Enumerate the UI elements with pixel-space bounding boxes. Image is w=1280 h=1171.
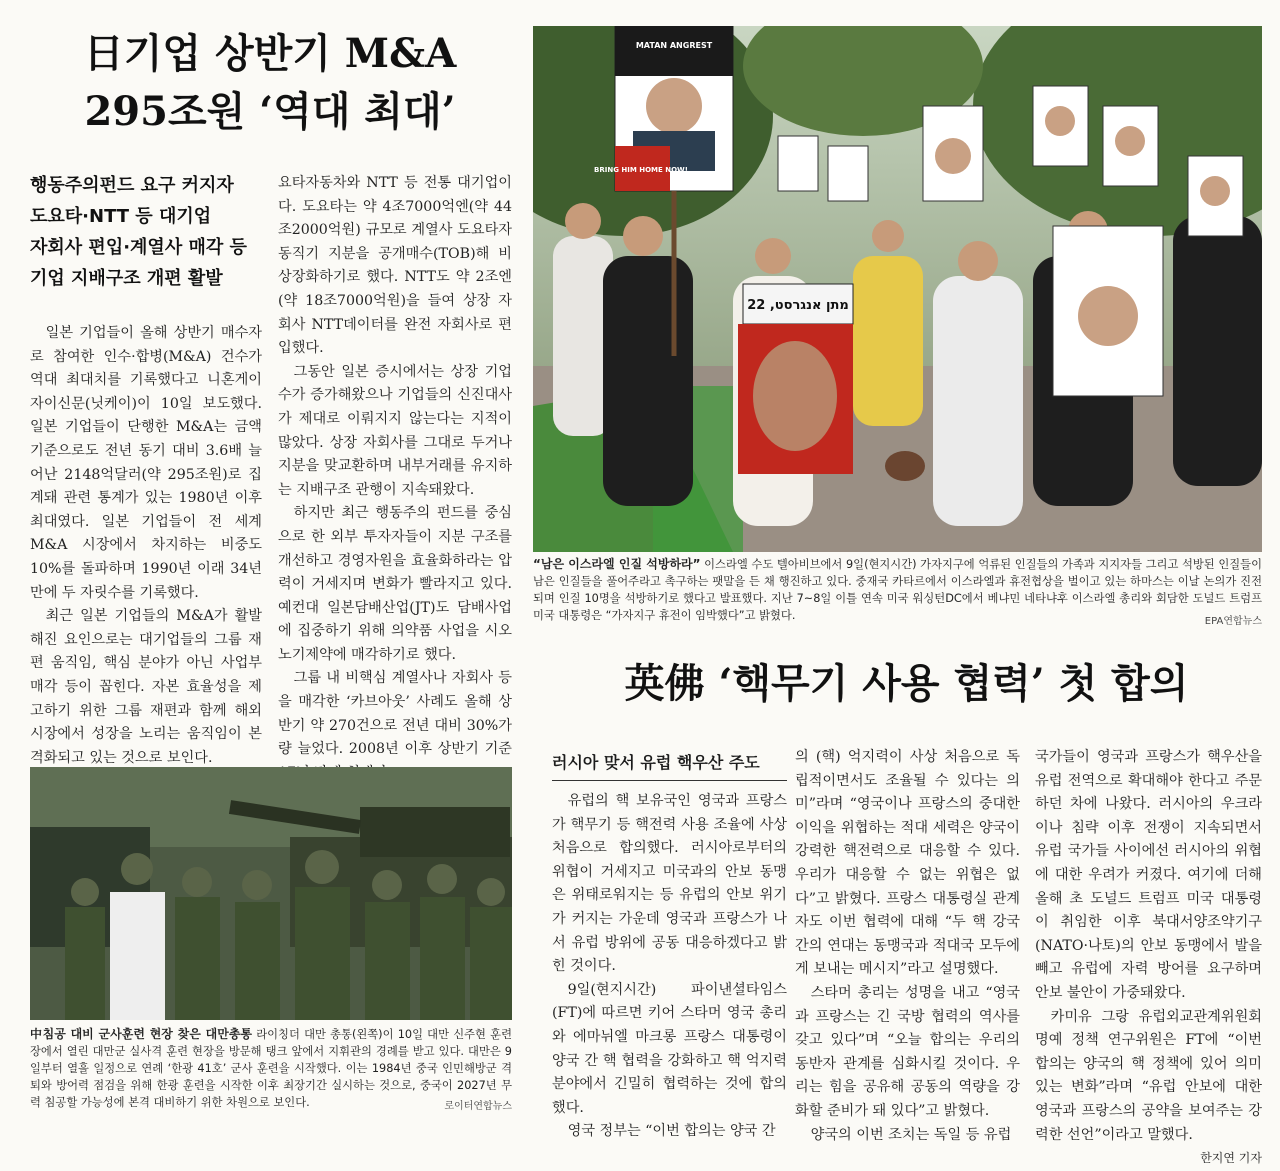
photo1-caption-body: 이스라엘 수도 텔아비브에서 9일(현지시간) 가자지구에 억류된 인질들의 가족과 지지자들 그리고 석방된 인질들이 남은 인질들을 풀어주라고 촉구하는 팻말을 든 채 행진하고 있다. 중재국 카타르에서 이스라엘과 휴전협상을 벌이고 있는 하마스는 이날 논의가 진전되며 인질 10명을 석방하기로 했다고 발표했다. 지난 7~8일 이틀 연속 미국 워싱턴DC에서 베냐민 네타냐후 이스라엘 총리와 회담한 도널드 트럼프 미국 대통령은 “가자지구 휴전이 임박했다”고 밝혔다.: [533, 558, 1262, 622]
article1-paragraph: 하지만 최근 행동주의 펀드를 중심으로 한 외부 투자자들이 지분 구조를 개선하고 경영자원을 효율화하라는 압력이 거세지며 변화가 빨라지고 있다. 예컨대 일본담배산업(JT)도 담배사업에 집중하기 위해 의약품 사업을 시오노기제약에 매각하기로 했다.: [278, 505, 512, 663]
hostage-march-photo: [533, 26, 1262, 552]
article2-headline: 英佛 ‘핵무기 사용 협력’ 첫 합의: [624, 660, 1189, 707]
article2-subhead: 러시아 맞서 유럽 핵우산 주도: [552, 753, 760, 772]
article2-paragraph: 영국 정부는 “이번 합의는 양국 간: [567, 1123, 776, 1140]
article2-paragraph: 9일(현지시간) 파이낸셜타임스(FT)에 따르면 키어 스타머 영국 총리와 에마뉘엘 마크롱 프랑스 대통령이 양국 간 핵 협력을 강화하고 핵 억지력 분야에서 긴밀히 협력하는 것에 합의했다.: [552, 981, 787, 1116]
photo1-credit: EPA연합뉴스: [1204, 616, 1262, 627]
article1-paragraph: 그룹 내 비핵심 계열사나 자회사 등을 매각한 ‘카브아웃’ 사례도 올해 상반기 약 270건으로 전년 대비 30%가량 늘었다. 2008년 이후 상반기 기준: [278, 670, 512, 758]
article1-subhead: 행동주의펀드 요구 커지자: [30, 175, 234, 196]
article2-paragraph: 의 (핵) 억지력이 사상 처음으로 독립적이면서도 조율될 수 있다는 의미”라며 “영국이나 프랑스의 중대한 이익을 위협하는 적대 세력은 양국이 강력한 핵전력으로 대응할 수 있다. 우리가 대응할 수 없는 위협은 없다”고 밝혔다. 프랑스 대통령실 관계자도 이번 협력에 대해 “두 핵 강국 간의 연대는 동맹국과 적대국 모두에게 보내는 메시지”라고 설명했다.: [795, 749, 1020, 978]
article1-paragraph: 그동안 일본 증시에서는 상장 기업 수가 증가해왔으나 기업들의 신진대사가 제대로 이뤄지지 않는다는 지적이 많았다. 상장 자회사를 그대로 두거나 지분을 맞교환하며 내부거래를 유지하는 지배구조 관행이 지속돼왔다.: [278, 363, 512, 498]
article1-paragraph: 최근 일본 기업들의 M&A가 활발해진 요인으로는 대기업들의 그룹 재편 움직임, 핵심 분야가 아닌 사업부 매각 등이 꼽힌다. 자본 효율성을 제고하기 위한 그룹 재편과 함께 해외 시장에서 성장을 노리는 움직임이 본격화되고 있는 것으로 보인다.: [30, 608, 262, 766]
article1-paragraph: 요타자동차와 NTT 등 전통 대기업이다. 도요타는 약 4조7000억엔(약 44조2000억원) 규모로 계열사 도요타자동직기 지분을 공개매수(TOB)해 비상장화하기로 했다. NTT도 약 2조엔(약 18조7000억원)을 들여 상장 자회사 NTT데이터를 완전 자회사로 편입했다.: [278, 175, 512, 357]
photo2-credit: 로이터연합뉴스: [444, 1101, 512, 1112]
article1-subheads: [30, 170, 270, 294]
sign1-text: BRING HIM HOME NOW!: [594, 166, 688, 174]
article2-paragraph: 유럽의 핵 보유국인 영국과 프랑스가 핵무기 등 핵전력 사용 조율에 사상 처음으로 합의했다. 러시아로부터의 위협이 거세지고 미국과의 안보 동맹은 위태로워지는 등 유럽의 안보 위기가 커지는 가운데 영국과 프랑스가 나서 유럽 방위에 공동 대응하겠다고 밝힌 것이다.: [552, 793, 787, 975]
article1-headline-line1: 日기업 상반기 M&A: [83, 30, 457, 77]
article1-headline-line2: 295조원 ‘역대 최대’: [84, 88, 456, 135]
article1-subhead: 도요타·NTT 등 대기업: [30, 206, 212, 227]
taiwan-drill-illustration: [30, 767, 512, 1020]
article2-paragraph: 양국의 이번 조치는 독일 등 유럽: [810, 1126, 1012, 1143]
article2-paragraph: 국가들이 영국과 프랑스가 핵우산을 유럽 전역으로 확대해야 한다고 주문하던 차에 나왔다. 러시아의 우크라이나 침략 이후 전쟁이 지속되면서 유럽 국가들 사이에선 러시아의 위협에 대한 우려가 커졌다. 여기에 더해 올해 초 도널드 트럼프 미국 대통령이 취임한 이후 북대서양조약기구(NATO·나토)의 안보 동맹에서 발을 빼고 유럽에 자력 방어를 요구하며 안보 불안이 가중돼왔다.: [1035, 749, 1262, 1001]
article1-paragraph: 일본 기업들이 올해 상반기 매수자로 참여한 인수·합병(M&A) 건수가 역대 최대치를 기록했다고 니혼게이자이신문(닛케이)이 10일 보도했다. 일본 기업들이 단행한 M&A는 금액 기준으로도 전년 동기 대비 3.6배 늘어난 2148억달러(약 295조원)로 집계돼 관련 통계가 있는 1980년 이후 최대였다. 일본 기업들이 전 세계 M&A 시장에서 차지하는 비중도 10%를 돌파하며 1990년 이래 34년 만에 두 자릿수를 기록했다.: [30, 325, 262, 601]
article2-column-2: [795, 746, 1020, 1147]
article1-column-2: [278, 172, 512, 809]
article2-paragraph: 스타머 총리는 성명을 내고 “영국과 프랑스는 긴 국방 협력의 역사를 갖고 있다”며 “오늘 합의는 우리의 동반자 관계를 심화시킬 것이다. 우리는 힘을 공유해 공동의 역량을 강화할 준비가 돼 있다”고 밝혔다.: [795, 984, 1020, 1119]
article1-column-1: [30, 322, 262, 794]
article2-byline: 한지연 기자: [1200, 1151, 1262, 1166]
article2-paragraph: 카미유 그랑 유럽외교관계위원회 명예 정책 연구위원은 FT에 “이번 합의는 양국의 핵 정책에 있어 의미 있는 변화”라며 “유럽 안보에 대한 영국과 프랑스의 공약을 보여주는 강력한 선언”이라고 말했다.: [1035, 1008, 1262, 1143]
photo2-caption-title: 中침공 대비 군사훈련 현장 찾은 대만총통: [30, 1027, 253, 1041]
photo1-caption-title: “남은 이스라엘 인질 석방하라”: [533, 557, 701, 571]
photo2-caption-body: 라이칭더 대만 총통(왼쪽)이 10일 대만 신주현 훈련장에서 열린 대만군 실사격 훈련 현장을 방문해 탱크 앞에서 지휘관의 경례를 받고 있다. 대만은 9일부터 열흘 일정으로 연례 ‘한광 41호’ 군사 훈련을 시작했다. 이는 1984년 중국 인민해방군 격퇴와 방어력 점검을 위해 한광 훈련을 시작한 이후 최장기간 실시하는 것으로, 중국이 2027년 무력 침공할 가능성에 본격 대비하기 위한 차원으로 보인다.: [30, 1028, 512, 1109]
sign1-name: MATAN ANGREST: [635, 41, 713, 50]
hostage-march-illustration: [533, 26, 1262, 552]
taiwan-drill-photo: [30, 767, 512, 1020]
article1-subhead: 기업 지배구조 개편 활발: [30, 268, 223, 289]
sign2-text: מתן אנגרסט, 22: [747, 298, 849, 313]
article2-column-3: [1035, 746, 1262, 1171]
article2-column-1: [552, 790, 787, 1144]
article2-subhead-rule: [552, 780, 787, 781]
article1-subhead: 자회사 편입·계열사 매각 등: [30, 237, 247, 258]
